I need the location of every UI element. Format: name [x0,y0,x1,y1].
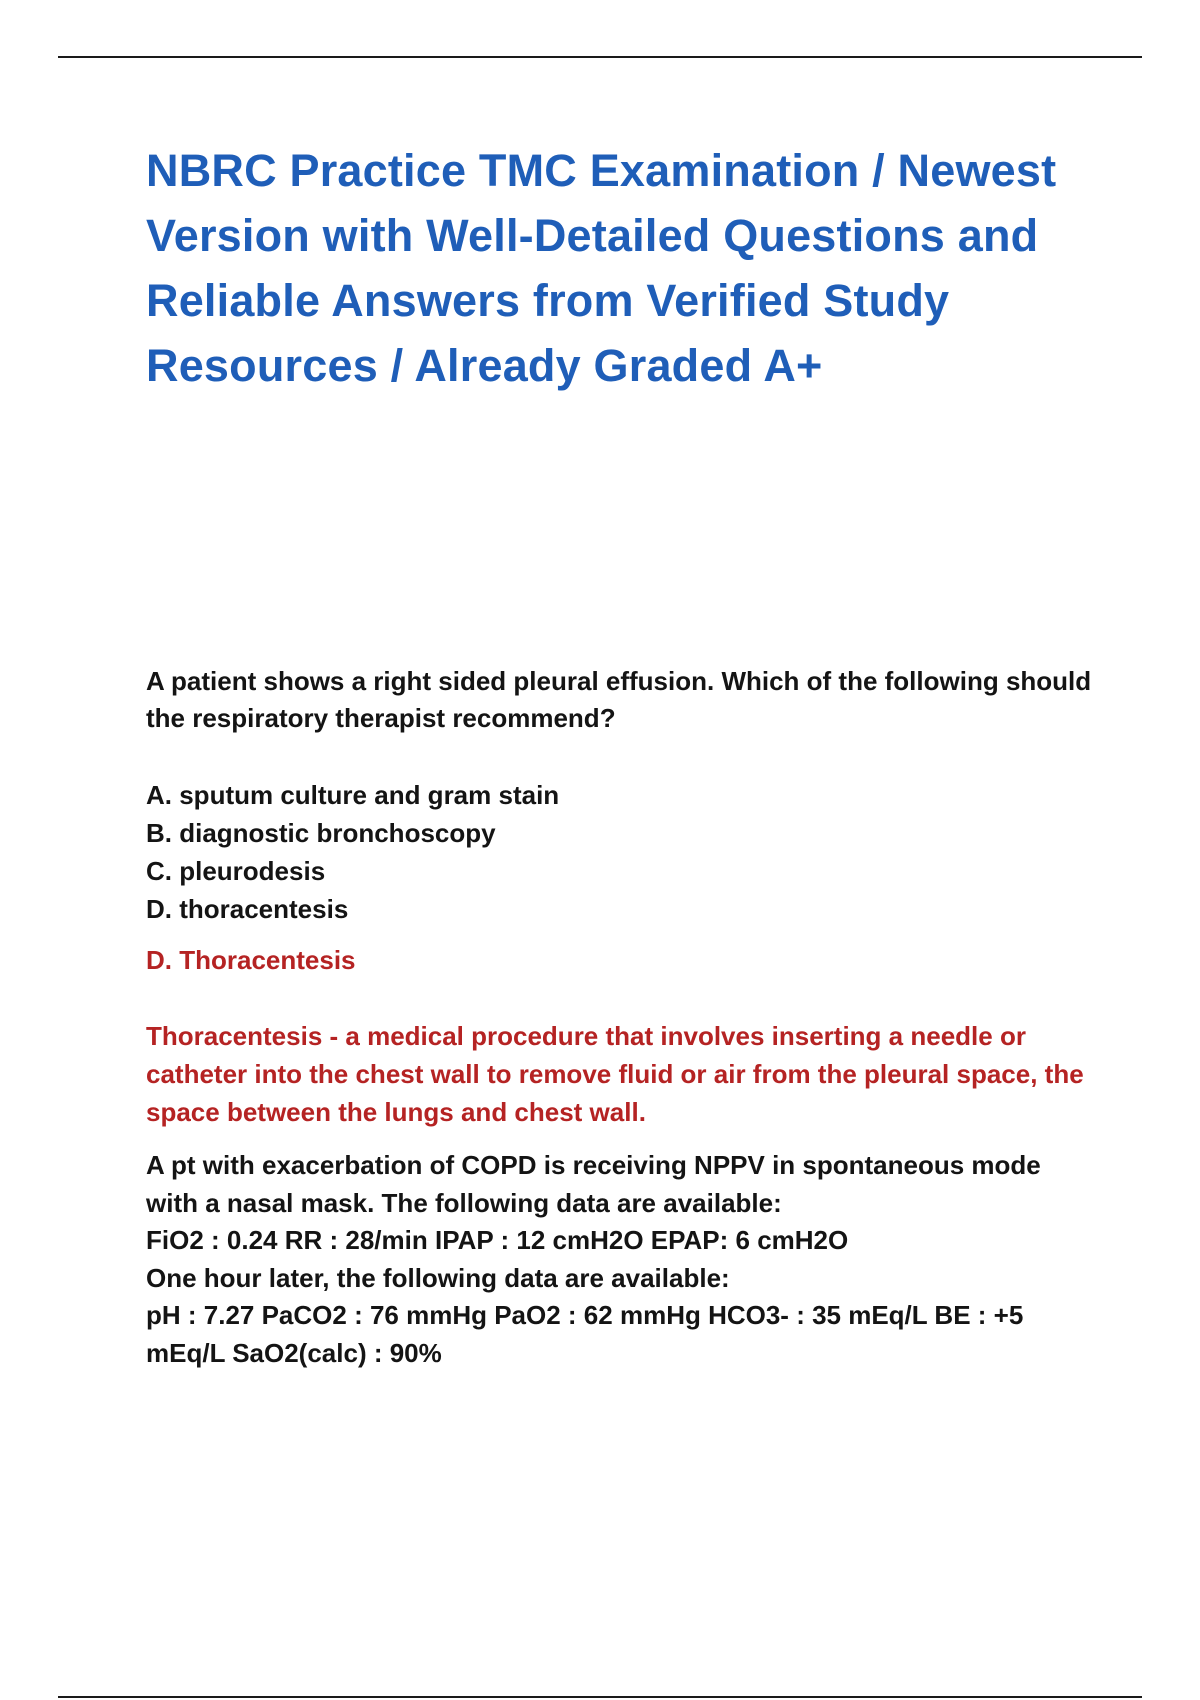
document-body [146,138,1096,1372]
top-divider [58,56,1142,58]
question-2-initial-settings: FiO2 : 0.24 RR : 28/min IPAP : 12 cmH2O EPAP: 6 cmH2O [146,1225,849,1255]
document-title: NBRC Practice TMC Examination / Newest Version with Well-Detailed Questions and Reliable Answers from Verified Study Resources / Already Graded A+ [146,145,1057,391]
question-1-options [146,776,1096,928]
option-a: A. sputum culture and gram stain [146,780,560,810]
question-1-answer: D. Thoracentesis [146,945,356,975]
option-d: D. thoracentesis [146,894,349,924]
question-1-text: A patient shows a right sided pleural effusion. Which of the following should the respiratory therapist recommend? [146,666,1092,733]
question-2-followup-intro: One hour later, the following data are available: [146,1262,730,1293]
question-1-explanation: Thoracentesis - a medical procedure that involves inserting a needle or catheter into the chest wall to remove fluid or air from the pleural space, the space between the lungs and chest wall. [146,1021,1084,1127]
question-2-abg-values: pH : 7.27 PaCO2 : 76 mmHg PaO2 : 62 mmHg HCO3- : 35 mEq/L BE : +5 mEq/L SaO2(calc) : 90% [146,1300,1024,1368]
option-b: B. diagnostic bronchoscopy [146,818,496,848]
question-1 [146,663,1096,1131]
bottom-divider [58,1696,1142,1698]
question-2 [146,1147,1096,1372]
option-c: C. pleurodesis [146,856,326,886]
question-2-stem: A pt with exacerbation of COPD is receiving NPPV in spontaneous mode with a nasal mask. The following data are available: [146,1150,1041,1218]
